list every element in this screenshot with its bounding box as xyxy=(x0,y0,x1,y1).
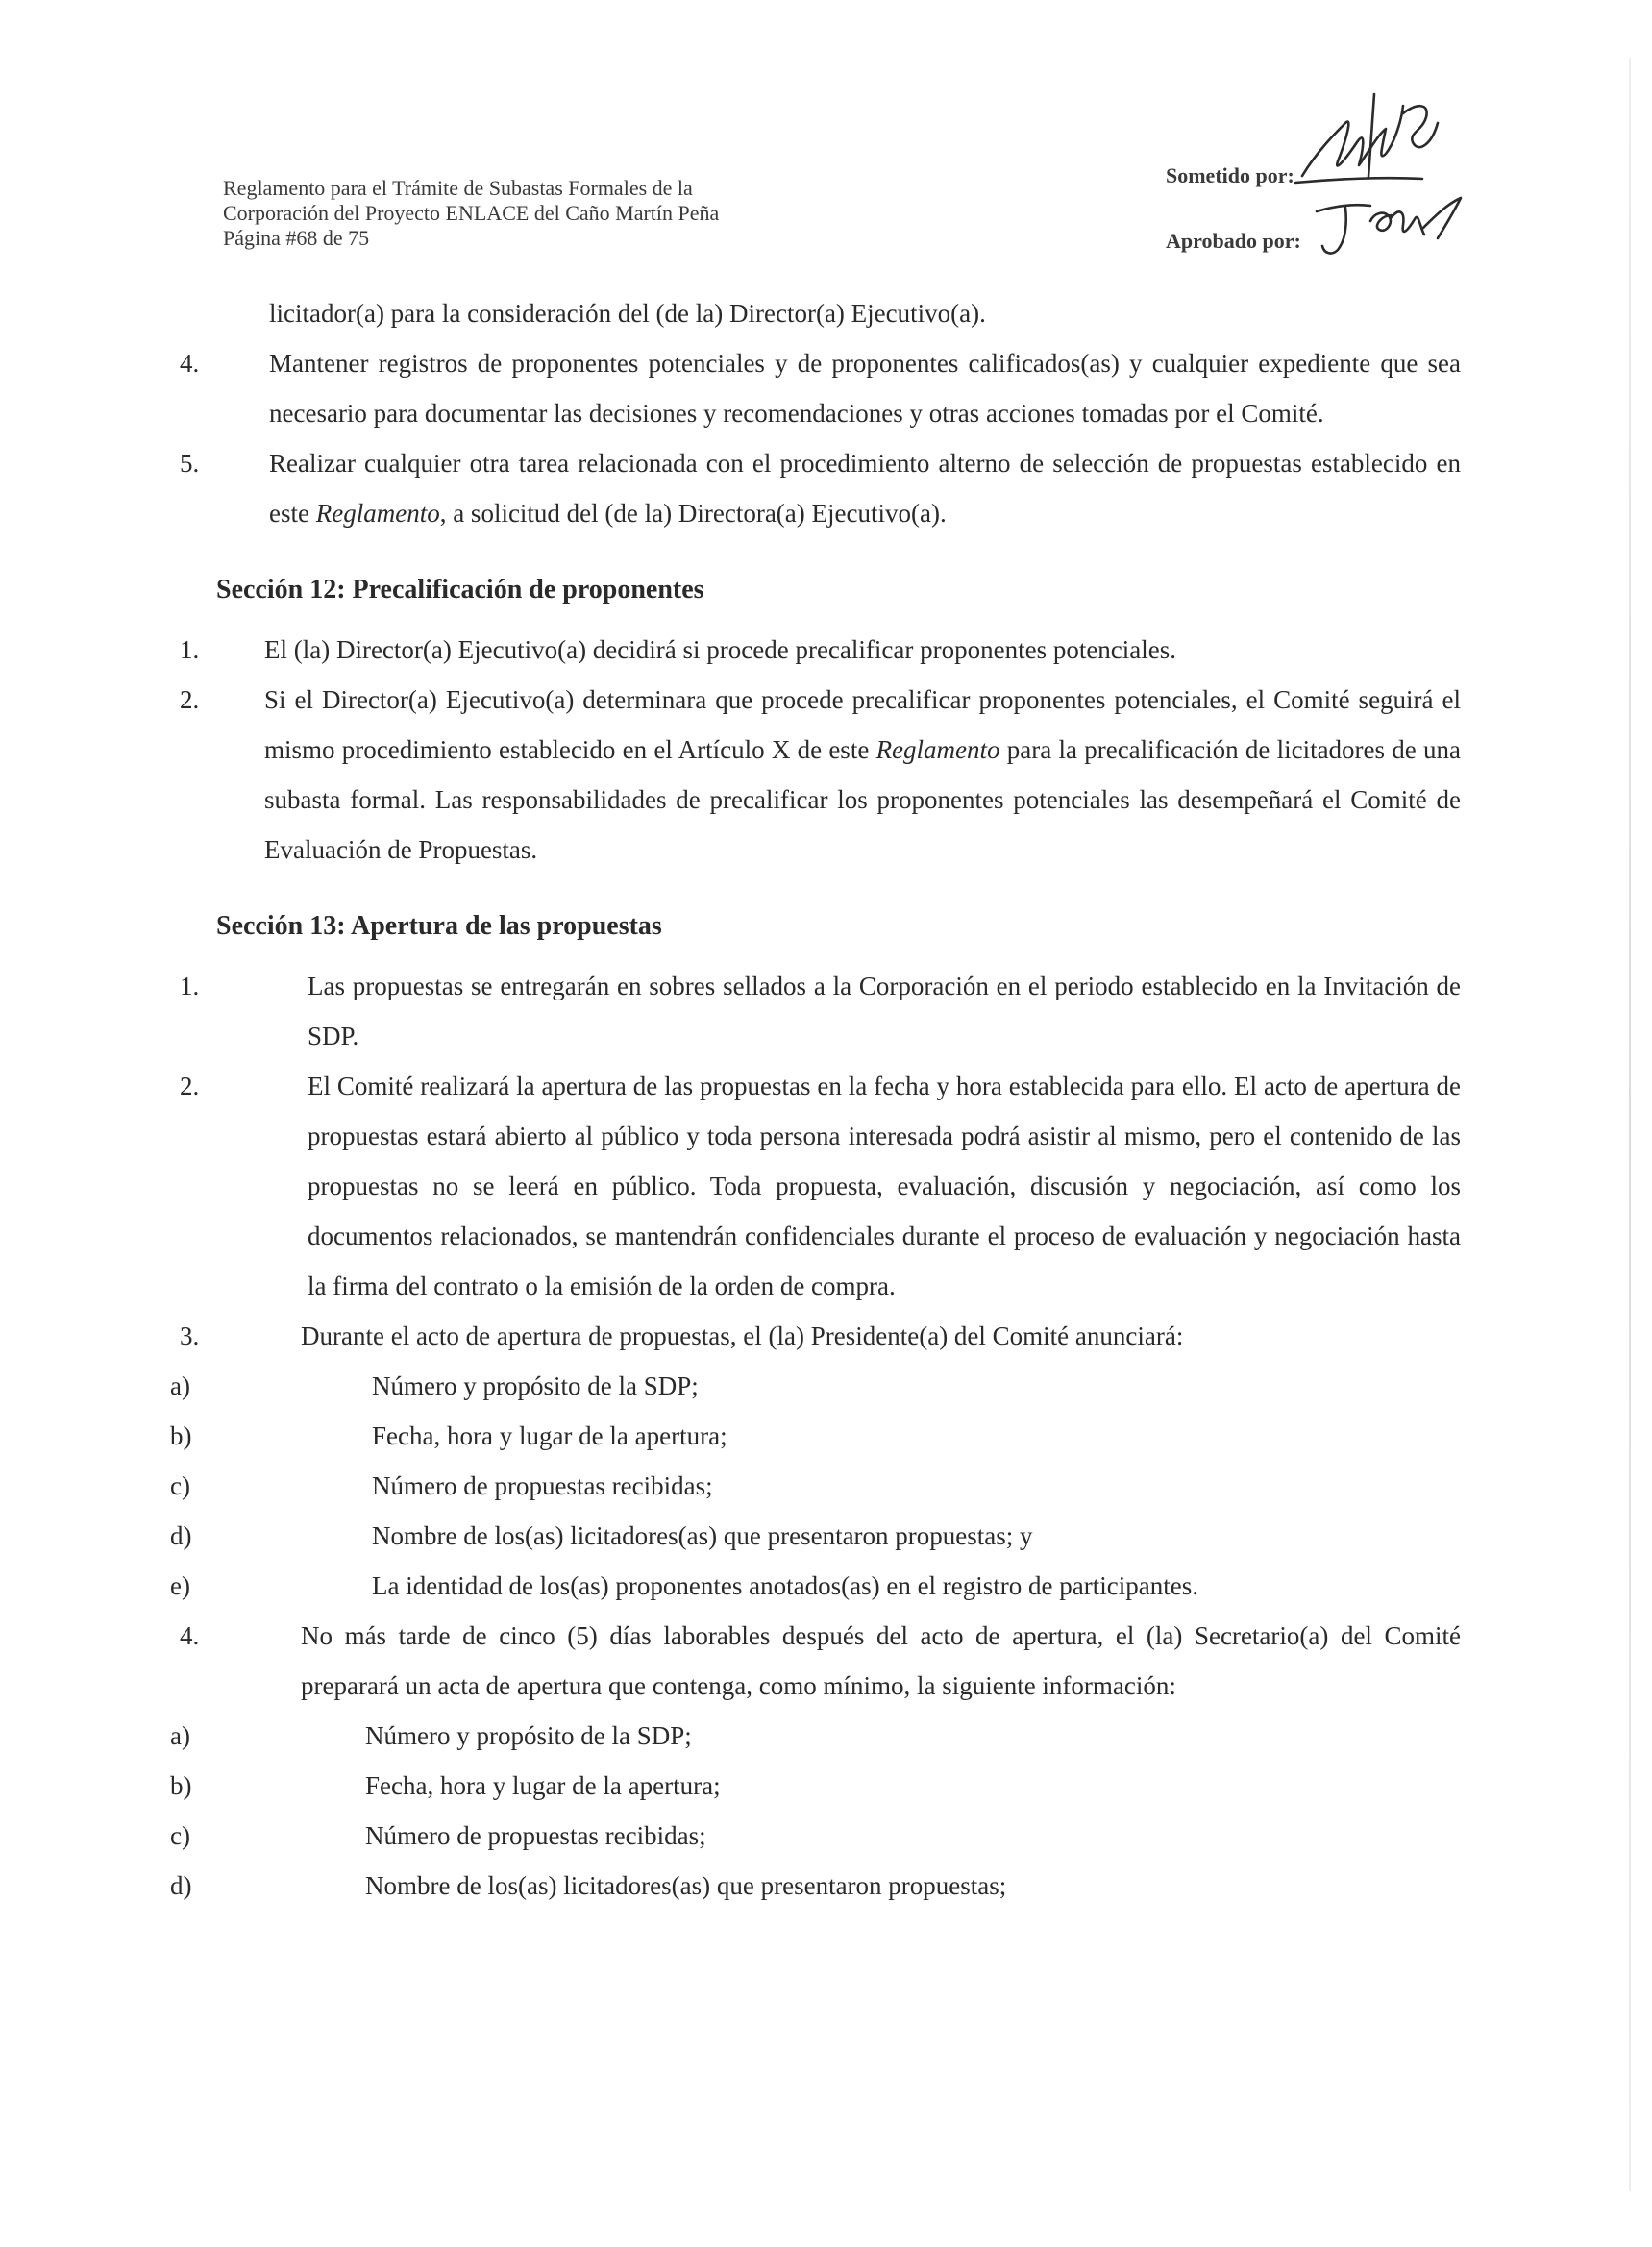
list-number: 1. xyxy=(180,635,200,664)
continuation-paragraph xyxy=(216,288,1461,338)
list-number: 1. xyxy=(180,972,200,1000)
sub-letter: d) xyxy=(170,1521,192,1550)
section-12-item-2 xyxy=(180,675,1462,875)
list-item-text-tail: , a solicitud del (de la) Directora(a) Ejecutivo(a). xyxy=(439,499,947,528)
submitted-by-label: Sometido por: xyxy=(1166,163,1294,187)
header-title-line-1: Reglamento para el Trámite de Subastas Formales de la xyxy=(223,176,693,200)
reglamento-emphasis: Reglamento xyxy=(315,499,440,528)
document-body xyxy=(170,288,1462,1911)
header-title-line-2: Corporación del Proyecto ENLACE del Caño Martín Peña xyxy=(223,201,720,225)
list-item-text: Si el Director(a) Ejecutivo(a) determinara que procede precalificar proponentes potenciales, el Comité seguirá el mismo procedimiento establecido en el Artículo X de este xyxy=(264,685,1461,764)
section-12-title: Sección 12: Precalificación de proponentes xyxy=(216,575,704,605)
list-item-text: Las propuestas se entregarán en sobres sellados a la Corporación en el periodo establecido en la Invitación de SDP. xyxy=(308,972,1461,1050)
sub-letter: a) xyxy=(170,1721,190,1750)
sub-item-text: Número y propósito de la SDP; xyxy=(365,1721,692,1750)
sub-letter: b) xyxy=(170,1771,192,1800)
list-item-text: Durante el acto de apertura de propuestas, el (la) Presidente(a) del Comité anunciará: xyxy=(301,1321,1184,1350)
sub-item-4a xyxy=(170,1711,1461,1761)
list-item-text: Mantener registros de proponentes potenciales y de proponentes calificados(as) y cualquier expediente que sea necesario para documentar las decisiones y recomendaciones y otras acciones tomadas por el Comité. xyxy=(269,349,1461,428)
section-12-item-1 xyxy=(180,625,1461,675)
scan-edge-line xyxy=(1629,58,1631,2191)
sub-item-4b xyxy=(170,1761,1461,1811)
list-item-text: El (la) Director(a) Ejecutivo(a) decidirá si procede precalificar proponentes potenciales. xyxy=(264,635,1177,664)
sub-letter: a) xyxy=(170,1371,190,1400)
list-number: 4. xyxy=(180,349,200,378)
header-page-number: Página #68 de 75 xyxy=(223,226,370,250)
sub-item-3c xyxy=(170,1461,1461,1511)
sub-item-text: Número de propuestas recibidas; xyxy=(365,1821,706,1850)
sub-item-3a xyxy=(170,1361,1461,1411)
sub-item-4c xyxy=(170,1811,1461,1861)
sub-item-3e xyxy=(170,1561,1461,1611)
section-13-item-2 xyxy=(180,1061,1461,1311)
sub-item-text: Fecha, hora y lugar de la apertura; xyxy=(365,1771,721,1800)
reglamento-emphasis: Reglamento xyxy=(875,735,1000,764)
sub-letter: c) xyxy=(170,1821,190,1850)
sub-letter: e) xyxy=(170,1571,190,1600)
sub-item-3b xyxy=(170,1411,1461,1461)
sub-item-text: Fecha, hora y lugar de la apertura; xyxy=(372,1421,727,1450)
sub-item-text: Número de propuestas recibidas; xyxy=(372,1471,713,1500)
sub-item-4d xyxy=(170,1861,1461,1911)
list-item-text: El Comité realizará la apertura de las propuestas en la fecha y hora establecida para ello. El acto de apertura de propuestas estará abierto al público y toda persona interesada podrá asistir al mismo, pero el contenido de las propuestas no se leerá en público. Toda propuesta, evaluación, discusión y negociación, así como los documentos relacionados, se mantendrán confidenciales durante el proceso de evaluación y negociación hasta la firma del contrato o la emisión de la orden de compra. xyxy=(308,1072,1461,1300)
handwritten-signature xyxy=(1278,85,1509,267)
section-13-title: Sección 13: Apertura de las propuestas xyxy=(216,911,662,941)
section-13-item-3 xyxy=(180,1311,1461,1361)
sub-letter: d) xyxy=(170,1871,192,1900)
sub-item-text: Nombre de los(as) licitadores(as) que presentaron propuestas; xyxy=(365,1871,1007,1900)
list-number: 2. xyxy=(180,685,200,714)
list-item-4 xyxy=(180,338,1461,438)
list-item-text-tail: para la precalificación de licitadores de una subasta formal. Las responsabilidades de precalificar los proponentes potenciales las desempeñará el Comité de Evaluación de Propuestas. xyxy=(264,735,1462,864)
sub-item-3d xyxy=(170,1511,1461,1561)
sub-item-text: Nombre de los(as) licitadores(as) que presentaron propuestas; y xyxy=(372,1521,1033,1550)
list-number: 5. xyxy=(180,449,200,478)
continuation-text: licitador(a) para la consideración del (de la) Director(a) Ejecutivo(a). xyxy=(269,299,986,328)
sub-letter: b) xyxy=(170,1421,192,1450)
sub-item-text: La identidad de los(as) proponentes anotados(as) en el registro de participantes. xyxy=(372,1571,1198,1600)
sub-letter: c) xyxy=(170,1471,190,1500)
sub-item-text: Número y propósito de la SDP; xyxy=(372,1371,699,1400)
list-item-5 xyxy=(180,438,1461,538)
list-number: 2. xyxy=(180,1072,200,1100)
list-item-text: Realizar cualquier otra tarea relacionada con el procedimiento alterno de selección de propuestas establecido en este xyxy=(269,449,1461,528)
approved-by-label: Aprobado por: xyxy=(1166,229,1301,253)
list-item-text: No más tarde de cinco (5) días laborables después del acto de apertura, el (la) Secretario(a) del Comité preparará un acta de apertura que contenga, como mínimo, la siguiente información: xyxy=(301,1621,1461,1700)
list-number: 4. xyxy=(180,1621,200,1650)
list-number: 3. xyxy=(180,1321,200,1350)
section-13-item-1 xyxy=(180,961,1461,1061)
document-header xyxy=(223,176,719,251)
section-13-item-4 xyxy=(180,1611,1461,1711)
